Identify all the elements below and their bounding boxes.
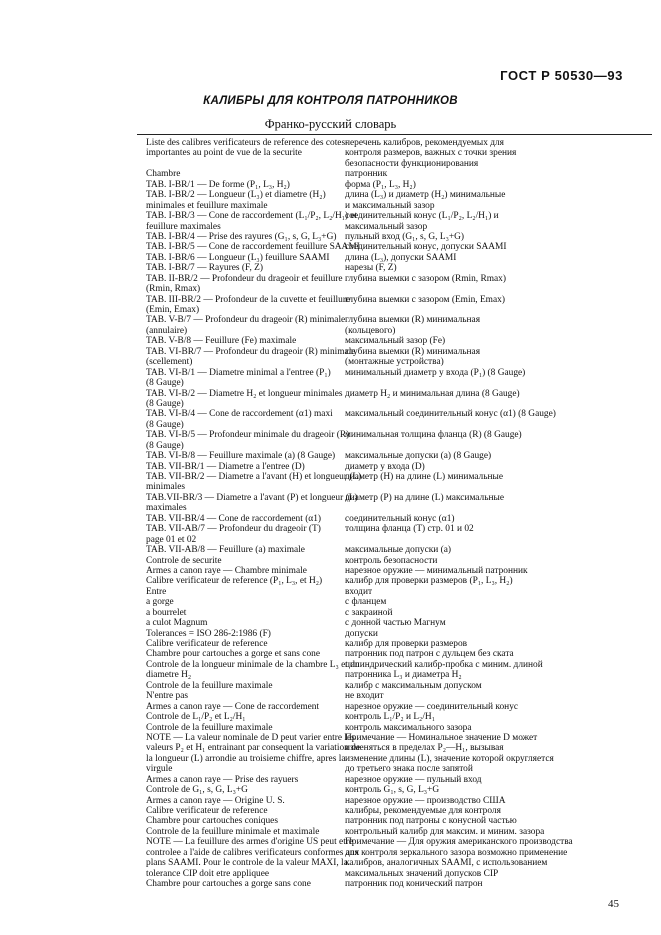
russian-term-line: допуски — [345, 628, 378, 639]
russian-term-line: (монтажные устройства) — [345, 357, 444, 368]
french-term-line: (scellement) — [146, 357, 193, 368]
russian-term-line: до третьего знака после запятой — [345, 764, 473, 775]
russian-term-line: пульный вход (G₁, s, G, L₃+G) — [345, 231, 465, 242]
french-term-line: TAB. I-BR/4 — Prise des rayures (G₁, s, G, L₃+G) — [146, 231, 337, 242]
russian-term-line: контроль L₁/P₂ и L₂/H₁ — [345, 712, 435, 723]
french-term-line: TAB. V-B/8 — Feuillure (Fe) maximale — [146, 336, 297, 347]
french-term-line: plans SAAMI. Pour le controle de la valeur MAXI, la — [146, 858, 348, 869]
russian-term-line: калибр с максимальным допуском — [345, 680, 482, 691]
french-term-line: valeurs P₂ et H₁ entrainant par consequent la variation de — [146, 743, 361, 754]
header-divider — [137, 134, 652, 135]
russian-term-line: цилиндрический калибр-пробка с миним. длиной — [345, 659, 543, 670]
russian-term-line: максимальный соединительный конус (α1) (8 Gauge) — [345, 409, 556, 420]
french-term-line: Chambre pour cartouches a gorge et sans cone — [146, 649, 320, 660]
russian-term-line: глубина выемки с зазором (Emin, Emax) — [345, 294, 505, 305]
russian-term-line: диаметр (P) на длине (L) максимальные — [345, 492, 504, 503]
russian-term-line: патронник под патроны с конусной частью — [345, 816, 517, 827]
french-term-line: tolerance CIP doit etre appliquee — [146, 868, 270, 879]
russian-term-line: толщина фланца (T) стр. 01 и 02 — [345, 524, 474, 535]
french-term-line: TAB. I-BR/1 — De forme (P₁, L₃, H₂) — [146, 179, 290, 190]
french-term-line: Armes a canon raye — Prise des rayuers — [146, 774, 299, 785]
french-term-line: (8 Gauge) — [146, 398, 184, 409]
french-term-line: (8 Gauge) — [146, 378, 184, 389]
french-term-line: TAB. VI-B/4 — Cone de raccordement (α1) maxi — [146, 409, 333, 420]
russian-term-line: форма (P₁, L₃, H₂) — [345, 179, 416, 190]
french-term-line: virgule — [146, 764, 173, 775]
french-term-line: page 01 et 02 — [146, 534, 197, 545]
russian-term-line: патронник — [345, 169, 388, 180]
russian-term-line: безопасности функционирования — [345, 158, 479, 169]
russian-term-line: диаметр (H) на длине (L) минимальные — [345, 472, 503, 482]
russian-term-line: патронник под патрон с дульцем без ската — [345, 649, 514, 660]
french-term-line: Chambre pour cartouches a gorge sans cone — [146, 879, 311, 890]
french-term-line: a bourrelet — [146, 607, 187, 618]
russian-term-line: с фланцем — [345, 597, 387, 608]
russian-term-line: максимальных значений допусков CIP — [345, 868, 499, 879]
russian-term-line: Примечание — Номинальное значение D может — [345, 732, 538, 743]
russian-term-line: соединительный конус (α1) — [345, 513, 455, 524]
french-term-line: Tolerances = ISO 286-2:1986 (F) — [146, 628, 271, 639]
french-term-line: TAB. V-B/7 — Profondeur du drageoir (R) minimale — [146, 315, 346, 326]
french-term-line: TAB. VI-B/2 — Diametre H₂ et longueur minimales — [146, 388, 343, 399]
french-term-line: diametre H₂ — [146, 670, 192, 681]
french-term-line: TAB. II-BR/2 — Profondeur du drageoir et feuillure — [146, 273, 343, 284]
french-term-line: Controle de la feuillure maximale — [146, 722, 273, 733]
french-term-line: TAB. VII-BR/4 — Cone de raccordement (α1) — [146, 513, 322, 524]
russian-term-line: Примечание — Для оружия американского производства — [345, 837, 573, 848]
french-term-line: Liste des calibres verificateurs de reference des cotes- — [146, 138, 349, 148]
french-term-line: Calibre verificateur de reference — [146, 806, 268, 816]
french-term-line: TAB. VI-BR/7 — Profondeur du drageoir (R) minimale — [146, 346, 356, 357]
french-term-line: feuillure maximales — [146, 221, 221, 232]
french-term-line: TAB. VII-BR/1 — Diametre a l'entree (D) — [146, 461, 305, 472]
french-term-line: TAB. III-BR/2 — Profondeur de la cuvette et feuillure — [146, 294, 351, 305]
french-term-line: TAB. VI-B/8 — Feuillure maximale (a) (8 Gauge) — [146, 451, 336, 462]
russian-term-line — [345, 399, 577, 409]
russian-term-line: глубина выемки с зазором (Rmin, Rmax) — [345, 273, 506, 284]
french-term-line: Calibre verificateur de reference — [146, 639, 268, 649]
russian-term-line: минимальный диаметр у входа (P₁) (8 Gauge) — [345, 367, 526, 378]
russian-term-line — [345, 482, 577, 492]
russian-term-line: контроля размеров, важных с точки зрения — [345, 148, 517, 159]
russian-term-line: патронника L₃ и диаметра H₂ — [345, 670, 462, 681]
french-term-line: importantes au point de vue de la securite — [146, 148, 302, 159]
french-term-line: TAB. I-BR/7 — Rayures (F, Z) — [146, 263, 263, 274]
russian-term-line — [345, 284, 577, 294]
french-term-line: (8 Gauge) — [146, 419, 184, 430]
russian-term-line — [345, 441, 577, 451]
russian-term-line — [345, 378, 577, 388]
french-term-line: Armes a canon raye — Chambre minimale — [146, 565, 307, 576]
russian-term-line: нарезное оружие — производство США — [345, 795, 506, 806]
russian-term-line: максимальные допуски (a) — [345, 545, 452, 556]
page-title: КАЛИБРЫ ДЛЯ КОНТРОЛЯ ПАТРОННИКОВ — [203, 95, 458, 107]
russian-term-line: (кольцевого) — [345, 325, 396, 336]
russian-term-line: перечень калибров, рекомендуемых для — [345, 138, 504, 148]
french-term-line: Controle de G₁, s, G, L₃+G — [146, 785, 248, 796]
french-term-line: Calibre verificateur de reference (P₁, L₃, et H₂) — [146, 576, 323, 587]
russian-term-line: контроль максимального зазора — [345, 722, 472, 733]
french-term-line: minimales — [146, 482, 186, 493]
russian-term-line: диаметр у входа (D) — [345, 461, 425, 472]
russian-term-line: нарезное оружие — соединительный конус — [345, 701, 519, 712]
french-term-line: TAB. VII-AB/7 — Profondeur du drageoir (T) — [146, 524, 321, 535]
russian-term-line: минимальная толщина фланца (R) (8 Gauge) — [345, 430, 522, 441]
french-term-line: (annulaire) — [146, 325, 188, 336]
french-term-line: maximales — [146, 503, 187, 514]
french-term-line — [146, 159, 311, 169]
russian-term-line: глубина выемки (R) минимальная — [345, 346, 481, 357]
russian-term-line: калибры, рекомендуемые для контроля — [345, 806, 501, 816]
russian-term-line: контрольный калибр для максим. и миним. зазора — [345, 826, 545, 837]
french-term-line: a gorge — [146, 597, 174, 608]
french-term-line: controlee a l'aide de calibres verificateurs conformes aux — [146, 847, 360, 858]
french-term-line: TAB. VII-AB/8 — Feuillure (a) maximale — [146, 545, 305, 556]
french-term-line: N'entre pas — [146, 691, 189, 702]
russian-term-line: нарезное оружие — пульный вход — [345, 774, 482, 785]
french-term-line: TAB. I-BR/2 — Longueur (L₃) et diametre (H₂) — [146, 190, 326, 201]
french-term-line: a culot Magnum — [146, 618, 208, 629]
russian-term-line: длина (L₃) и диаметр (H₂) минимальные — [345, 190, 506, 201]
russian-term-line — [345, 503, 577, 513]
french-term-line: (Emin, Emax) — [146, 305, 200, 315]
french-term-line: Chambre pour cartouches coniques — [146, 816, 278, 827]
russian-term-line: с закраиной — [345, 607, 393, 618]
russian-term-line: для контроля зеркального зазора возможно применение — [345, 847, 568, 858]
russian-term-line: с донной частью Магнум — [345, 618, 446, 629]
russian-term-line: глубина выемки (R) минимальная — [345, 315, 481, 326]
french-term-line: minimales et feuillure maximale — [146, 200, 268, 211]
russian-term-line: максимальные допуски (а) (8 Gauge) — [345, 451, 492, 462]
russian-term-line: патронник под конический патрон — [345, 879, 483, 890]
russian-term-line: диаметр H₂ и минимальная длина (8 Gauge) — [345, 388, 520, 399]
russian-term-line: калибр для проверки размеров — [345, 639, 468, 649]
doc-id: ГОСТ Р 50530—93 — [500, 68, 623, 83]
russian-term-line: нарезы (F, Z) — [345, 263, 397, 274]
russian-term-line: калибров, аналогичных SAAMI, с использованием — [345, 858, 548, 869]
french-term-line: Controle de la feuillure maximale — [146, 680, 273, 691]
russian-term-line — [345, 305, 577, 315]
french-term-line: TAB.VII-BR/3 — Diametre a l'avant (P) et longueur (L) — [146, 492, 358, 503]
french-term-line: Controle de securite — [146, 555, 222, 566]
dictionary-subtitle: Франко-русский словарь — [264, 117, 397, 131]
russian-term-line: нарезное оружие — минимальный патронник — [345, 565, 528, 576]
russian-term-line — [345, 420, 577, 430]
french-term-line: TAB. I-BR/3 — Cone de raccordement (L₁/P₂, L₂/H₁) et — [146, 211, 358, 222]
french-term-line: Armes a canon raye — Origine U. S. — [146, 795, 285, 806]
french-term-line: Controle de la feuillure minimale et maximale — [146, 826, 320, 837]
french-term-line: la longueur (L) arrondie au troisieme chiffre, apres la — [146, 753, 346, 764]
page-number: 45 — [608, 898, 619, 910]
french-term-line: NOTE — La feuillure des armes d'origine US peut etre — [146, 837, 354, 848]
russian-column — [345, 138, 577, 890]
french-term-line: Chambre — [146, 169, 181, 180]
russian-term-line: длина (L₃), допуски SAAMI — [345, 252, 457, 263]
russian-term-line: максимальный зазор (Fe) — [345, 336, 446, 347]
russian-term-line: изменяться в пределах P₂—H₁, вызывая — [345, 743, 504, 754]
french-term-line: Controle de L₁/P₂ et L₂/H₁ — [146, 712, 246, 723]
french-term-line: (Rmin, Rmax) — [146, 284, 201, 295]
french-term-line: TAB. VII-BR/2 — Diametre a l'avant (H) et longueur (L) — [146, 472, 362, 482]
russian-term-line: максимальный зазор — [345, 221, 428, 232]
russian-term-line: соединительный конус (L₁/P₂, L₂/H₁) и — [345, 211, 499, 222]
french-term-line: Armes a canon raye — Cone de raccordement — [146, 701, 320, 712]
russian-term-line: изменение длины (L), значение которой округляется — [345, 753, 554, 764]
russian-term-line: контроль безопасности — [345, 555, 438, 566]
russian-term-line: не входит — [345, 691, 384, 702]
russian-term-line: и максимальный зазор — [345, 200, 435, 211]
french-term-line: NOTE — La valeur nominale de D peut varier entre les — [146, 732, 355, 743]
french-term-line: TAB. I-BR/5 — Cone de raccordement feuillure SAAMI — [146, 242, 360, 253]
russian-term-line: соединительный конус, допуски SAAMI — [345, 242, 507, 253]
russian-term-line: контроль G₁, s, G, L₃+G — [345, 785, 440, 796]
russian-term-line: калибр для проверки размеров (P₁, L₃, H₂) — [345, 576, 513, 587]
french-term-line: (8 Gauge) — [146, 440, 184, 451]
french-term-line: TAB. VI-B/1 — Diametre minimal a l'entree (P₁) — [146, 367, 331, 378]
russian-term-line: входит — [345, 586, 373, 597]
french-term-line: Entre — [146, 586, 167, 597]
french-term-line: TAB. I-BR/6 — Longueur (L₃) feuillure SAAMI — [146, 252, 330, 263]
russian-term-line — [345, 535, 577, 545]
french-term-line: TAB. VI-B/5 — Profondeur minimale du drageoir (R) — [146, 430, 350, 441]
french-term-line: Controle de la longueur minimale de la chambre L₃ et du — [146, 659, 360, 670]
